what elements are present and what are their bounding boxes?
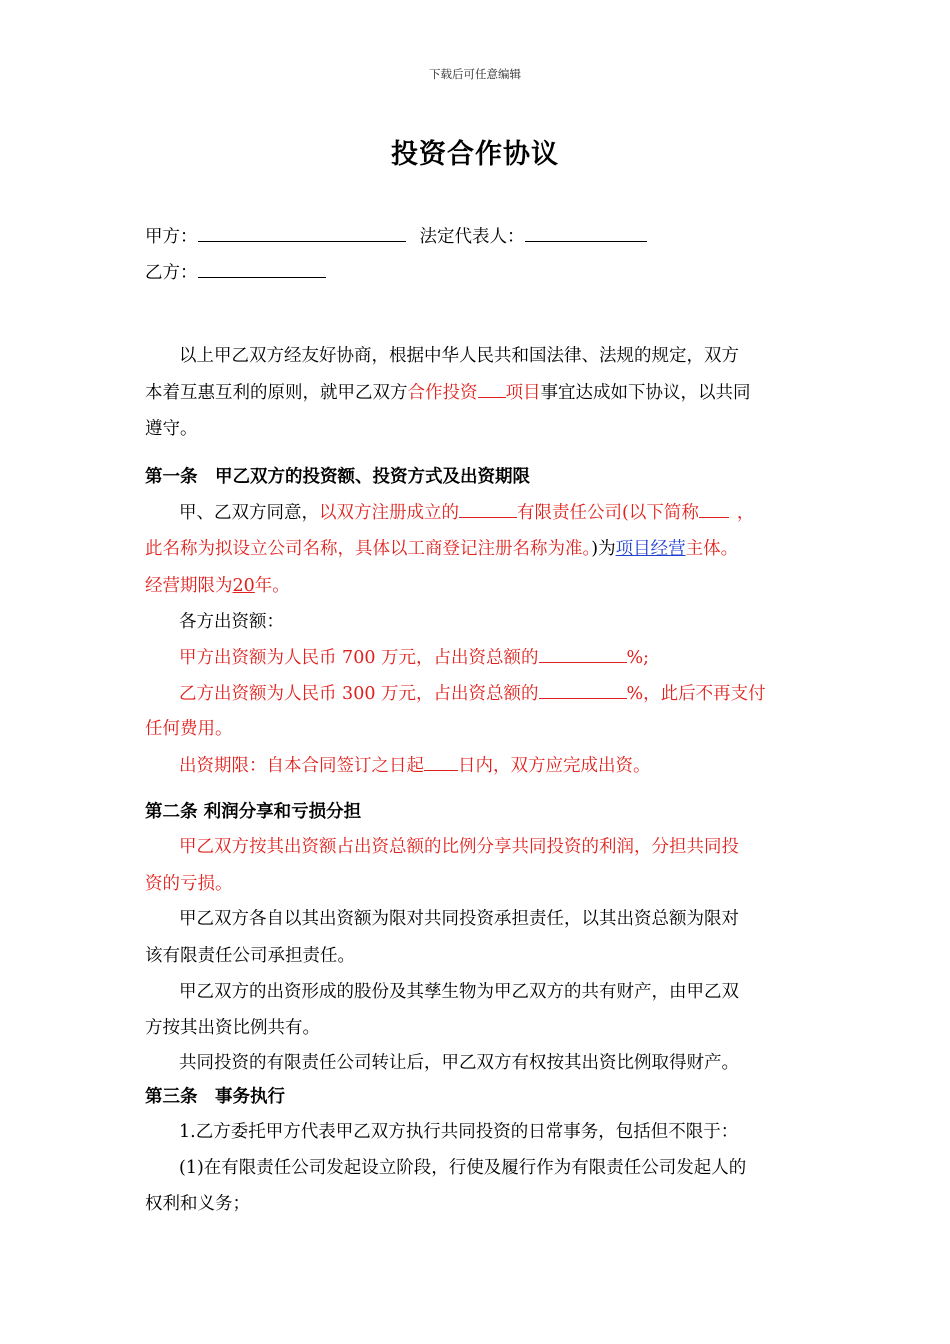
term-label: 经营期限为 bbox=[145, 576, 233, 596]
article-1-line-3 bbox=[145, 573, 810, 599]
article-1-line-1 bbox=[145, 499, 844, 525]
intro-project-blank[interactable] bbox=[478, 379, 506, 398]
party-b-contribution-text: 乙方出资额为人民币 300 万元，占出资总额的 bbox=[179, 684, 539, 704]
a1-note: 此名称为拟设立公司名称，具体以工商登记注册名称为准。 bbox=[145, 539, 592, 559]
intro-text: 本着互惠互利的原则，就甲乙双方 bbox=[145, 383, 408, 403]
intro-text-end: 事宜达成如下协议，以共同 bbox=[540, 383, 751, 403]
article-2-line-5: 甲乙双方的出资形成的股份及其孳生物为甲乙双方的共有财产，由甲乙双 bbox=[179, 982, 739, 1002]
deadline-text: 出资期限：自本合同签订之日起 bbox=[179, 756, 424, 776]
article-3-line-2: (1)在有限责任公司发起设立阶段，行使及履行作为有限责任公司发起人的 bbox=[179, 1158, 747, 1178]
party-a-field[interactable] bbox=[198, 223, 406, 242]
party-a-contribution-text: 甲方出资额为人民币 700 万元，占出资总额的 bbox=[179, 648, 539, 668]
party-b-line bbox=[145, 259, 810, 285]
intro-project-label: 项目 bbox=[505, 383, 541, 403]
article-2-line-1: 甲乙双方按其出资额占出资总额的比例分享共同投资的利润，分担共同投 bbox=[179, 837, 739, 857]
term-unit: 年。 bbox=[254, 576, 290, 596]
a1-for: )为 bbox=[591, 539, 616, 559]
party-a-label: 甲方： bbox=[145, 227, 198, 247]
party-a-contribution bbox=[145, 644, 844, 670]
a1-comma: ， bbox=[736, 503, 755, 523]
document-title: 投资合作协议 bbox=[391, 139, 559, 170]
article-3-heading: 第三条 事务执行 bbox=[145, 1087, 285, 1107]
party-a-line bbox=[145, 223, 810, 249]
deadline-text-end: 日内，双方应完成出资。 bbox=[458, 756, 651, 776]
party-b-percent-blank[interactable] bbox=[539, 680, 627, 699]
legal-rep-label: 法定代表人： bbox=[419, 227, 525, 247]
party-b-label: 乙方： bbox=[145, 263, 198, 283]
intro-line-3: 遵守。 bbox=[145, 419, 198, 439]
article-2-line-4: 该有限责任公司承担责任。 bbox=[145, 946, 355, 966]
contribution-deadline bbox=[145, 752, 844, 778]
a1-subject: 主体。 bbox=[685, 539, 739, 559]
company-name-blank[interactable] bbox=[459, 499, 517, 518]
article-3-line-3: 权利和义务； bbox=[145, 1194, 250, 1214]
intro-project-type: 合作投资 bbox=[407, 383, 478, 403]
header-note: 下载后可任意编辑 bbox=[429, 67, 521, 81]
article-3-line-1: 1.乙方委托甲方代表甲乙双方执行共同投资的日常事务，包括但不限于： bbox=[179, 1122, 739, 1142]
party-b-contribution bbox=[145, 680, 844, 706]
intro-line-1: 以上甲乙双方经友好协商，根据中华人民共和国法律、法规的规定，双方 bbox=[179, 346, 739, 366]
party-a-percent-unit: %; bbox=[626, 648, 650, 668]
article-1-heading: 第一条 甲乙双方的投资额、投资方式及出资期限 bbox=[145, 467, 530, 487]
article-2-line-6: 方按其出资比例共有。 bbox=[145, 1018, 320, 1038]
a1-red-text: 以双方注册成立的 bbox=[319, 503, 459, 523]
legal-rep-field[interactable] bbox=[525, 223, 647, 242]
article-2-heading: 第二条 利润分享和亏损分担 bbox=[145, 802, 362, 822]
party-b-field[interactable] bbox=[198, 259, 326, 278]
party-b-percent-unit: %，此后不再支付 bbox=[626, 684, 766, 704]
article-2-line-2: 资的亏损。 bbox=[145, 874, 233, 894]
term-years: 20 bbox=[232, 576, 255, 596]
article-1-line-2 bbox=[145, 536, 810, 562]
contribution-heading: 各方出资额： bbox=[179, 612, 284, 632]
party-b-contribution-cont: 任何费用。 bbox=[145, 719, 233, 739]
article-2-line-7: 共同投资的有限责任公司转让后，甲乙双方有权按其出资比例取得财产。 bbox=[179, 1053, 739, 1073]
article-2-line-3: 甲乙双方各自以其出资额为限对共同投资承担责任，以其出资总额为限对 bbox=[179, 909, 739, 929]
party-a-percent-blank[interactable] bbox=[539, 644, 627, 663]
deadline-days-blank[interactable] bbox=[424, 752, 458, 771]
short-name-blank[interactable] bbox=[699, 499, 729, 518]
intro-line-2 bbox=[145, 379, 810, 405]
a1-red-text-2: 有限责任公司(以下简称 bbox=[517, 503, 699, 523]
a1-text: 甲、乙双方同意， bbox=[179, 503, 319, 523]
project-operation-link[interactable]: 项目经营 bbox=[615, 539, 686, 559]
